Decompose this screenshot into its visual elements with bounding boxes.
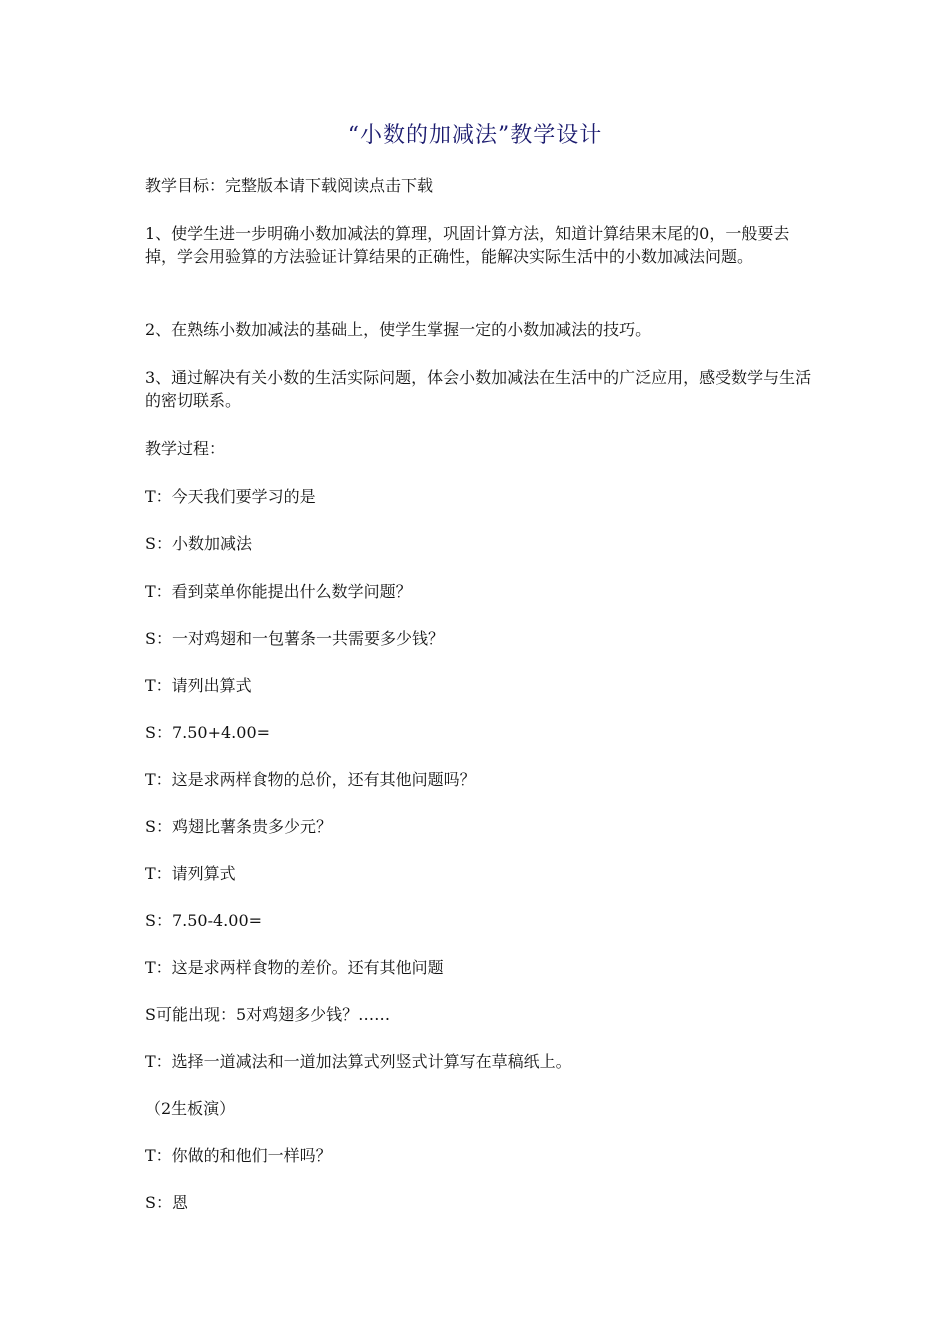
dialogue-line: T：今天我们要学习的是 — [145, 487, 316, 506]
process-heading: 教学过程： — [145, 439, 226, 458]
dialogue-line: S：小数加减法 — [145, 534, 252, 553]
dialogue-line: S：鸡翅比薯条贵多少元？ — [145, 817, 332, 836]
document-title: “小数的加减法”教学设计 — [347, 123, 603, 148]
dialogue-line: T：这是求两样食物的总价，还有其他问题吗？ — [145, 770, 476, 789]
dialogue-line: T：请列出算式 — [145, 676, 252, 695]
dialogue-line: S：7.50-4.00= — [145, 911, 263, 930]
objective-1: 1、使学生进一步明确小数加减法的算理，巩固计算方法，知道计算结果末尾的0，一般要去掉，学会用验算的方法验证计算结果的正确性，能解决实际生活中的小数加减法问题。 — [145, 224, 790, 266]
dialogue-line: S：一对鸡翅和一包薯条一共需要多少钱？ — [145, 629, 444, 648]
objective-3: 3、通过解决有关小数的生活实际问题，体会小数加减法在生活中的广泛应用，感受数学与生活的密切联系。 — [145, 368, 812, 410]
dialogue-line: S可能出现：5对鸡翅多少钱？…… — [145, 1005, 391, 1024]
dialogue-line: （2生板演） — [145, 1099, 236, 1118]
dialogue-line: S：7.50+4.00= — [145, 723, 271, 742]
objective-2: 2、在熟练小数加减法的基础上，使学生掌握一定的小数加减法的技巧。 — [145, 320, 652, 339]
dialogue-line: T：你做的和他们一样吗？ — [145, 1146, 332, 1165]
dialogue-line: T：选择一道减法和一道加法算式列竖式计算写在草稿纸上。 — [145, 1052, 572, 1071]
objectives-heading: 教学目标：完整版本请下载阅读点击下载 — [145, 176, 434, 195]
dialogue-line: S：恩 — [145, 1193, 188, 1212]
dialogue-line: T：请列算式 — [145, 864, 236, 883]
dialogue-line: T：看到菜单你能提出什么数学问题？ — [145, 582, 412, 601]
dialogue-line: T：这是求两样食物的差价。还有其他问题 — [145, 958, 444, 977]
